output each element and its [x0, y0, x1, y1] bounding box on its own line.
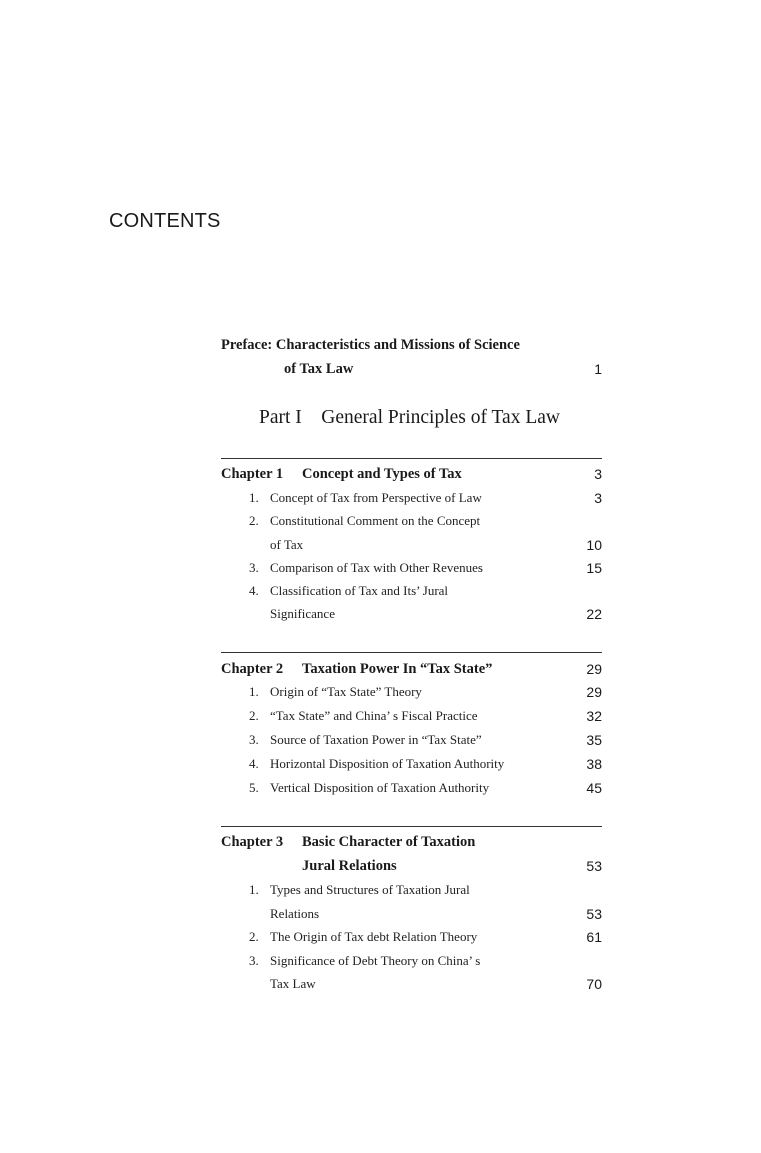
entry-number: 4. [249, 756, 259, 771]
chapter-divider [221, 652, 602, 653]
entry-page-number: 3 [594, 490, 602, 506]
preface-title-line1: Preface: Characteristics and Missions of Science [221, 337, 520, 353]
entry-page-number: 32 [586, 708, 602, 724]
preface-page-number: 1 [594, 361, 602, 377]
entry-page-number: 15 [586, 560, 602, 576]
chapter-title: Concept and Types of Tax [302, 466, 462, 482]
entry-title-continued: Tax Law [270, 976, 316, 991]
entry-title: Horizontal Disposition of Taxation Authority [270, 756, 505, 771]
chapter-page-number: 53 [586, 858, 602, 874]
entry-page-number: 38 [586, 756, 602, 772]
entry-page-number: 29 [586, 684, 602, 700]
chapter-number: Chapter 2 [221, 661, 284, 677]
entry-number: 5. [249, 780, 259, 795]
entry-title: Constitutional Comment on the Concept [270, 513, 481, 528]
chapter-heading [221, 659, 492, 679]
entry-title: “Tax State” and China’ s Fiscal Practice [270, 708, 478, 723]
entry-number: 3. [249, 732, 259, 747]
entry-number: 1. [249, 490, 259, 505]
part-title: Part I General Principles of Tax Law [259, 407, 560, 428]
entry-page-number: 10 [586, 537, 602, 553]
chapter-divider [221, 826, 602, 827]
entry-number: 2. [249, 929, 259, 944]
entry-title: Origin of “Tax State” Theory [270, 684, 422, 699]
entry-page-number: 70 [586, 976, 602, 992]
entry-number: 3. [249, 560, 259, 575]
entry-page-number: 53 [586, 906, 602, 922]
entry-title: Source of Taxation Power in “Tax State” [270, 732, 482, 747]
entry-page-number: 61 [586, 929, 602, 945]
entry-title-continued: of Tax [270, 537, 304, 552]
chapter-page-number: 29 [586, 661, 602, 677]
chapter-title-continued: Jural Relations [302, 858, 397, 874]
entry-number: 1. [249, 882, 259, 897]
entry-number: 1. [249, 684, 259, 699]
contents-heading: CONTENTS [109, 210, 221, 232]
entry-number: 4. [249, 583, 259, 598]
entry-number: 2. [249, 513, 259, 528]
chapter-heading [221, 464, 462, 484]
preface-title-line2: of Tax Law [284, 361, 354, 377]
entry-title-continued: Significance [270, 606, 335, 621]
chapter-number: Chapter 1 [221, 466, 284, 482]
entry-page-number: 45 [586, 780, 602, 796]
entry-title: Concept of Tax from Perspective of Law [270, 490, 482, 505]
chapter-heading [221, 832, 475, 852]
entry-title: Types and Structures of Taxation Jural [270, 882, 470, 897]
entry-number: 2. [249, 708, 259, 723]
entry-title: Significance of Debt Theory on China’ s [270, 953, 481, 968]
entry-title-continued: Relations [270, 906, 320, 921]
entry-title: Comparison of Tax with Other Revenues [270, 560, 483, 575]
chapter-page-number: 3 [594, 466, 602, 482]
chapter-divider [221, 458, 602, 459]
entry-number: 3. [249, 953, 259, 968]
chapter-title: Taxation Power In “Tax State” [302, 661, 493, 677]
entry-title: Vertical Disposition of Taxation Authority [270, 780, 490, 795]
entry-title: Classification of Tax and Its’ Jural [270, 583, 449, 598]
entry-title: The Origin of Tax debt Relation Theory [270, 929, 478, 944]
chapter-title: Basic Character of Taxation [302, 834, 476, 850]
entry-page-number: 35 [586, 732, 602, 748]
entry-page-number: 22 [586, 606, 602, 622]
chapter-number: Chapter 3 [221, 834, 284, 850]
